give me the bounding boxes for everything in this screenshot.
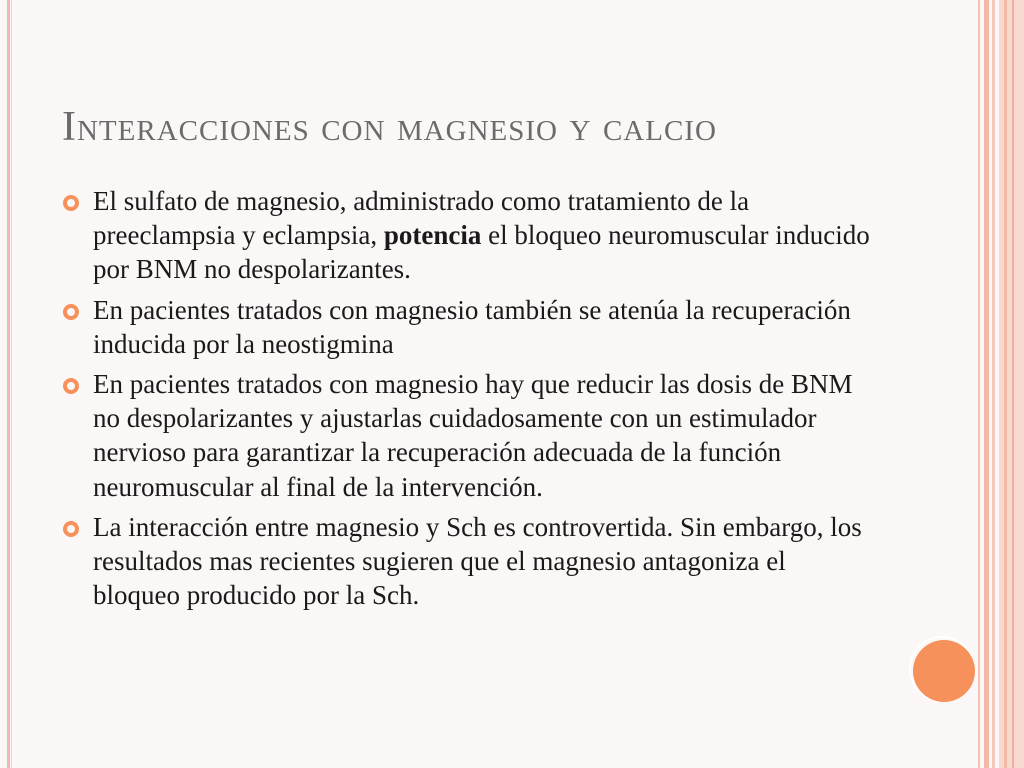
bullet-item-2 [62,293,874,361]
orange-ring-bullet-icon [62,520,80,538]
right-border-line-2 [984,0,989,768]
bullet-text-2: En pacientes tratados con magnesio también se atenúa la recuperación inducida por la neostigmina [93,294,851,359]
bullet-text-4: La interacción entre magnesio y Sch es controvertida. Sin embargo, los resultados mas recientes sugieren que el magnesio antagoniza el bloqueo producido por la Sch. [93,511,862,611]
bullet-text-1-end: el bloqueo neuromuscular inducido por BNM no despolarizantes. [93,220,870,285]
bullet-item-1 [62,184,874,287]
bullet-text-1-start: El sulfato de magnesio, administrado como tratamiento de la preeclampsia y eclampsia, [93,186,750,251]
bullet-item-4 [62,510,874,613]
orange-ring-bullet-icon [62,377,80,395]
left-border-inner-line [11,0,12,768]
right-border-line-1 [978,0,980,768]
bullet-list [62,184,874,618]
left-border-line [7,0,10,768]
bullet-text-3: En pacientes tratados con magnesio hay que reducir las dosis de BNM no despolarizantes y ajustarlas cuidadosamente con un estimulador nervioso para garantizar la recuperación adecuada de la función neuromuscular al final de la intervención. [93,369,853,502]
orange-ring-bullet-icon [62,303,80,321]
right-border-line-3 [992,0,995,768]
decorative-orange-circle [913,640,975,702]
right-border-line-4 [1004,0,1007,768]
bullet-item-3 [62,367,874,504]
bullet-text-1-emphasis: potencia [383,220,482,251]
right-border-line-5 [1012,0,1014,768]
slide-title: Interacciones con magnesio y calcio [62,104,717,150]
orange-ring-bullet-icon [62,194,80,212]
